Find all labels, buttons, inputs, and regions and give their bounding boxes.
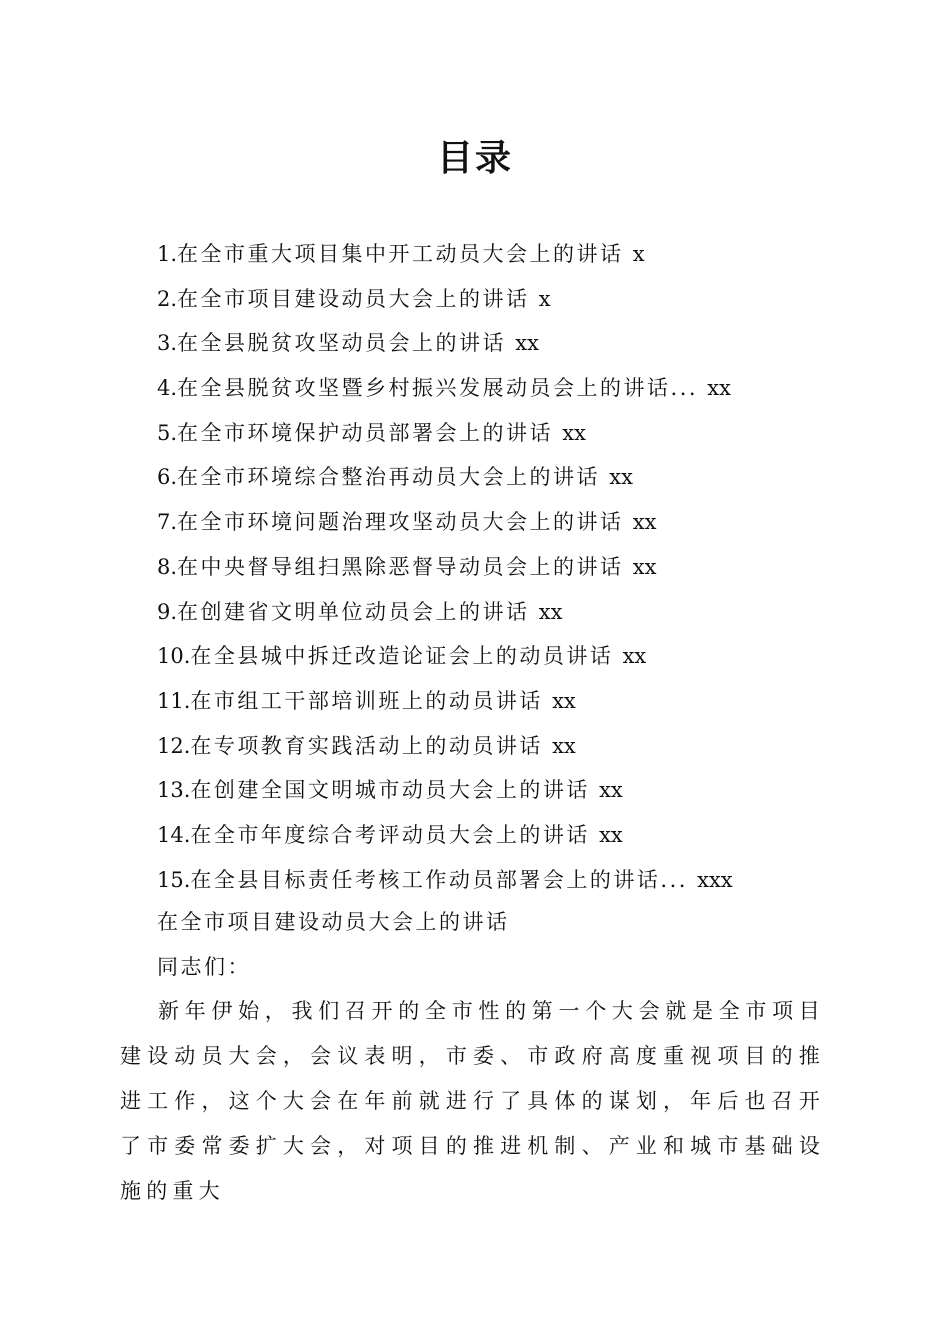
toc-entry-page: xx: [515, 331, 539, 356]
toc-entry[interactable]: [157, 232, 857, 277]
toc-entry-number: 5.: [157, 420, 178, 445]
toc-entry-title: 在创建全国文明城市动员大会上的讲话: [190, 778, 590, 803]
toc-entry-title: 在全市环境综合整治再动员大会上的讲话: [177, 465, 601, 490]
toc-entry-page: xx: [552, 733, 576, 758]
toc-entry[interactable]: [157, 768, 857, 813]
toc-entry-number: 9.: [157, 599, 178, 624]
toc-entry-title: 在全市年度综合考评动员大会上的讲话: [190, 822, 590, 847]
toc-entry-number: 3.: [157, 331, 178, 356]
toc-entry-page: xx: [632, 554, 657, 579]
toc-entry-page: xx: [707, 376, 731, 401]
toc-entry-number: 1.: [157, 242, 178, 266]
toc-entry-number: 12.: [157, 733, 191, 758]
toc-entry[interactable]: [157, 858, 857, 903]
toc-entry-title: 在全县脱贫攻坚暨乡村振兴发展动员会上的讲话...: [177, 376, 699, 401]
toc-entry[interactable]: [157, 634, 857, 679]
toc-entry-number: 15.: [157, 867, 191, 892]
toc-entry-page: xx: [538, 599, 563, 624]
toc-entry[interactable]: [157, 679, 857, 724]
toc-entry-page: xx: [599, 778, 623, 803]
toc-entry[interactable]: [157, 321, 857, 366]
toc-entry-number: 4.: [157, 376, 178, 401]
toc-entry-title: 在专项教育实践活动上的动员讲话: [190, 733, 543, 758]
toc-entry[interactable]: [157, 277, 857, 322]
toc-entry-page: xx: [599, 822, 623, 847]
salutation: 同志们：: [157, 955, 251, 979]
toc-entry-title: 在中央督导组扫黑除恶督导动员会上的讲话: [177, 554, 624, 579]
table-of-contents: [157, 232, 857, 902]
toc-entry[interactable]: [157, 455, 857, 500]
toc-entry-number: 14.: [157, 822, 191, 847]
toc-entry-page: x: [632, 242, 645, 266]
toc-entry-page: x: [538, 286, 551, 311]
toc-entry-number: 10.: [157, 644, 191, 669]
page-title: 目录: [436, 137, 513, 179]
toc-entry-title: 在全市环境问题治理攻坚动员大会上的讲话: [177, 510, 624, 535]
toc-entry-title: 在全市项目建设动员大会上的讲话: [177, 286, 530, 311]
toc-entry-title: 在市组工干部培训班上的动员讲话: [190, 688, 543, 713]
toc-entry-page: xx: [632, 510, 657, 535]
body-paragraph: 新年伊始，我们召开的全市性的第一个大会就是全市项目建设动员大会，会议表明，市委、市政府高度重视项目的推进工作，这个大会在年前就进行了具体的谋划，年后也召开了市委常委扩大会，对项目的推进机制、产业和城市基础设施的重大: [120, 999, 825, 1203]
toc-entry[interactable]: [157, 813, 857, 858]
toc-entry-title: 在全县城中拆迁改造论证会上的动员讲话: [190, 644, 614, 669]
toc-entry-number: 11.: [157, 688, 191, 713]
toc-entry-title: 在全县目标责任考核工作动员部署会上的讲话...: [190, 867, 688, 892]
toc-entry[interactable]: [157, 366, 857, 411]
toc-entry-number: 7.: [157, 510, 178, 535]
toc-entry-page: xx: [552, 688, 576, 713]
toc-entry-page: xxx: [697, 867, 733, 892]
toc-entry[interactable]: [157, 724, 857, 769]
toc-entry-number: 8.: [157, 554, 178, 579]
toc-entry-number: 13.: [157, 778, 191, 803]
toc-entry-number: 2.: [157, 286, 178, 311]
speech-heading: 在全市项目建设动员大会上的讲话: [157, 910, 510, 934]
toc-entry-title: 在全市环境保护动员部署会上的讲话: [177, 420, 554, 445]
toc-entry[interactable]: [157, 545, 857, 590]
toc-entry-page: xx: [609, 465, 633, 490]
toc-entry-page: xx: [562, 420, 586, 445]
toc-entry[interactable]: [157, 411, 857, 456]
toc-entry-title: 在全县脱贫攻坚动员会上的讲话: [177, 331, 507, 356]
toc-entry-title: 在创建省文明单位动员会上的讲话: [177, 599, 530, 624]
toc-entry-page: xx: [622, 644, 647, 669]
toc-entry[interactable]: [157, 500, 857, 545]
toc-entry-title: 在全市重大项目集中开工动员大会上的讲话: [177, 242, 624, 266]
toc-entry-number: 6.: [157, 465, 178, 490]
toc-entry[interactable]: [157, 590, 857, 635]
